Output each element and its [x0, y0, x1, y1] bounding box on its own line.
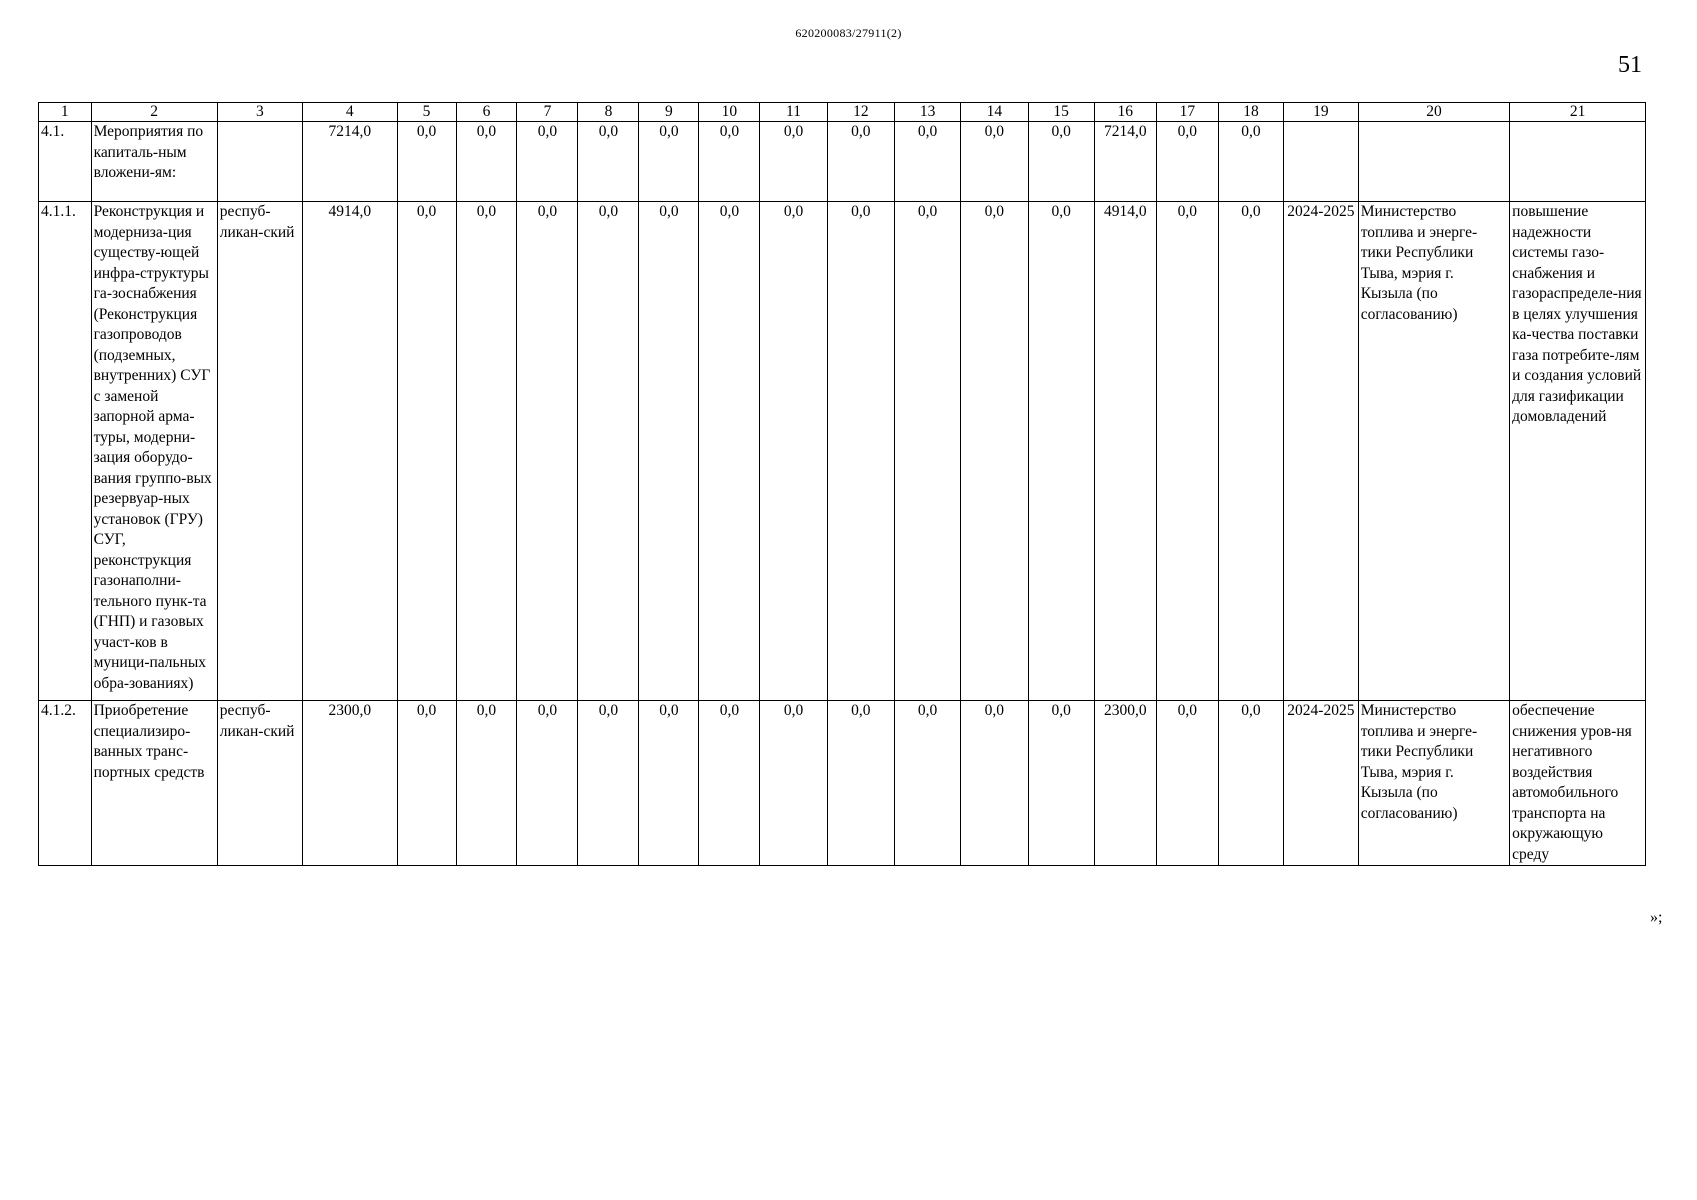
row-budget: респуб-ликан-ский: [217, 202, 302, 701]
column-number-16: 16: [1094, 103, 1156, 122]
column-number-1: 1: [39, 103, 92, 122]
row-value-col-10: 0,0: [699, 701, 760, 866]
row-value-col-15: 0,0: [1028, 701, 1094, 866]
column-number-12: 12: [827, 103, 894, 122]
row-responsible: Министерство топлива и энерге-тики Республики Тыва, мэрия г. Кызыла (по согласованию): [1358, 701, 1509, 866]
row-value-col-10: 0,0: [699, 202, 760, 701]
row-years: 2024-2025: [1284, 202, 1359, 701]
row-result: обеспечение снижения уров-ня негативного воздействия автомобильного транспорта на окружающую среду: [1510, 701, 1646, 866]
row-value-col-18: 0,0: [1218, 122, 1283, 202]
row-value-col-4: 7214,0: [302, 122, 397, 202]
column-number-9: 9: [639, 103, 699, 122]
row-value-col-17: 0,0: [1156, 701, 1218, 866]
row-name: Реконструкция и модерниза-ция существу-ющей инфра-структуры га-зоснабжения (Реконструкция газопроводов (подземных, внутренних) СУГ с заменой запорной арма-туры, модерни-зация оборудо-вания группо-вых резервуар-ных установок (ГРУ) СУГ, реконструкция газонаполни-тельного пунк-та (ГНП) и газовых участ-ков в муници-пальных обра-зованиях): [91, 202, 217, 701]
row-years: [1284, 122, 1359, 202]
document-id: 620200083/27911(2): [795, 26, 902, 40]
row-budget: [217, 122, 302, 202]
page-number: 51: [1618, 52, 1642, 78]
row-value-col-11: 0,0: [760, 122, 827, 202]
row-value-col-18: 0,0: [1218, 701, 1283, 866]
row-code: 4.1.: [39, 122, 92, 202]
row-years: 2024-2025: [1284, 701, 1359, 866]
row-value-col-13: 0,0: [894, 122, 960, 202]
row-result: повышение надежности системы газо-снабжения и газораспределе-ния в целях улучшения ка-чества поставки газа потребите-лям и создания условий для газификации домовладений: [1510, 202, 1646, 701]
row-value-col-11: 0,0: [760, 701, 827, 866]
row-value-col-8: 0,0: [578, 701, 639, 866]
row-responsible: Министерство топлива и энерге-тики Республики Тыва, мэрия г. Кызыла (по согласованию): [1358, 202, 1509, 701]
row-value-col-12: 0,0: [827, 202, 894, 701]
row-value-col-4: 2300,0: [302, 701, 397, 866]
row-value-col-5: 0,0: [397, 701, 456, 866]
row-value-col-18: 0,0: [1218, 202, 1283, 701]
row-value-col-14: 0,0: [961, 122, 1028, 202]
row-value-col-7: 0,0: [517, 701, 578, 866]
column-number-17: 17: [1156, 103, 1218, 122]
row-value-col-6: 0,0: [456, 122, 517, 202]
column-number-10: 10: [699, 103, 760, 122]
row-name: Приобретение специализиро-ванных транс-портных средств: [91, 701, 217, 866]
row-budget: респуб-ликан-ский: [217, 701, 302, 866]
row-code: 4.1.1.: [39, 202, 92, 701]
column-number-2: 2: [91, 103, 217, 122]
row-value-col-15: 0,0: [1028, 122, 1094, 202]
program-table: [38, 102, 1646, 866]
row-value-col-5: 0,0: [397, 122, 456, 202]
table-row: [39, 122, 1646, 202]
column-number-15: 15: [1028, 103, 1094, 122]
row-result: [1510, 122, 1646, 202]
row-responsible: [1358, 122, 1509, 202]
column-number-4: 4: [302, 103, 397, 122]
row-value-col-9: 0,0: [639, 701, 699, 866]
row-value-col-9: 0,0: [639, 122, 699, 202]
row-value-col-14: 0,0: [961, 202, 1028, 701]
table-row: [39, 202, 1646, 701]
column-number-6: 6: [456, 103, 517, 122]
column-number-21: 21: [1510, 103, 1646, 122]
row-value-col-4: 4914,0: [302, 202, 397, 701]
row-value-col-11: 0,0: [760, 202, 827, 701]
row-value-col-8: 0,0: [578, 202, 639, 701]
closing-quote-mark: »;: [1650, 909, 1663, 926]
column-number-7: 7: [517, 103, 578, 122]
row-value-col-7: 0,0: [517, 122, 578, 202]
table-row: [39, 701, 1646, 866]
row-value-col-16: 4914,0: [1094, 202, 1156, 701]
row-value-col-17: 0,0: [1156, 202, 1218, 701]
row-value-col-13: 0,0: [894, 701, 960, 866]
row-value-col-7: 0,0: [517, 202, 578, 701]
column-number-20: 20: [1358, 103, 1509, 122]
column-number-19: 19: [1284, 103, 1359, 122]
row-value-col-12: 0,0: [827, 701, 894, 866]
column-number-14: 14: [961, 103, 1028, 122]
row-value-col-9: 0,0: [639, 202, 699, 701]
column-number-row: [39, 103, 1646, 122]
row-value-col-12: 0,0: [827, 122, 894, 202]
row-value-col-16: 7214,0: [1094, 122, 1156, 202]
column-number-11: 11: [760, 103, 827, 122]
row-value-col-8: 0,0: [578, 122, 639, 202]
column-number-18: 18: [1218, 103, 1283, 122]
row-value-col-13: 0,0: [894, 202, 960, 701]
column-number-5: 5: [397, 103, 456, 122]
column-number-8: 8: [578, 103, 639, 122]
row-value-col-5: 0,0: [397, 202, 456, 701]
row-value-col-16: 2300,0: [1094, 701, 1156, 866]
row-value-col-17: 0,0: [1156, 122, 1218, 202]
row-name: Мероприятия по капиталь-ным вложени-ям:: [91, 122, 217, 202]
column-number-3: 3: [217, 103, 302, 122]
row-code: 4.1.2.: [39, 701, 92, 866]
row-value-col-6: 0,0: [456, 701, 517, 866]
row-value-col-14: 0,0: [961, 701, 1028, 866]
row-value-col-15: 0,0: [1028, 202, 1094, 701]
column-number-13: 13: [894, 103, 960, 122]
row-value-col-10: 0,0: [699, 122, 760, 202]
row-value-col-6: 0,0: [456, 202, 517, 701]
